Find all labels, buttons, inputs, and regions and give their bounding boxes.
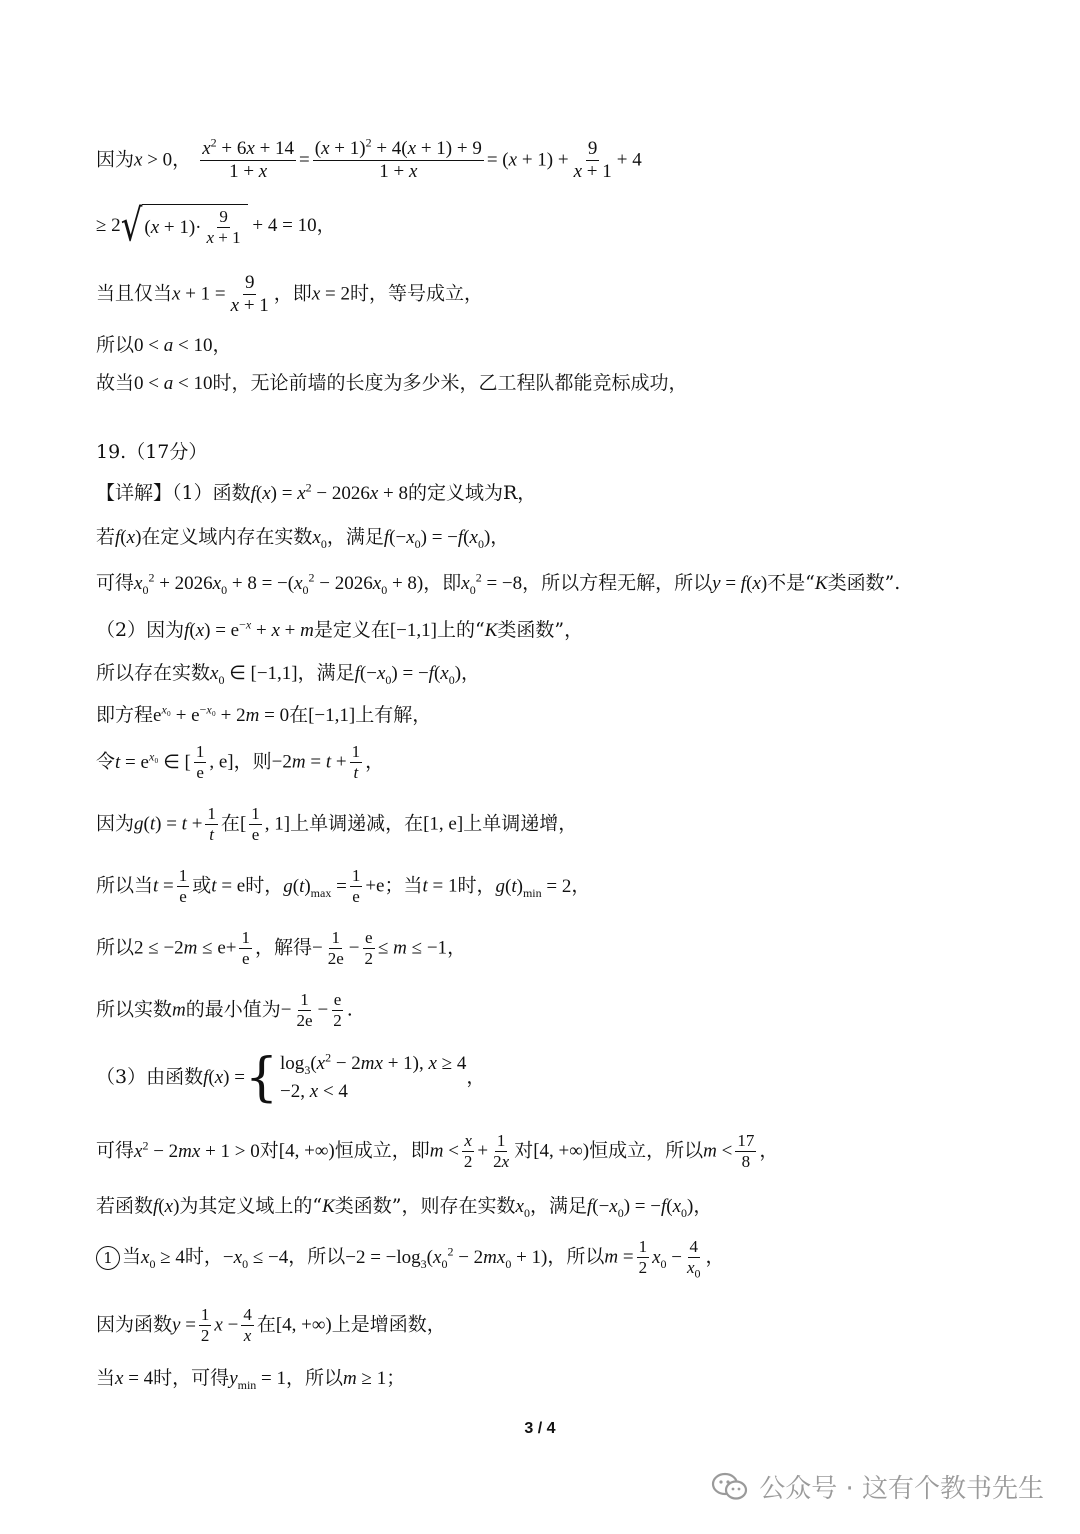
text: 【详解】（1）函数 (96, 482, 251, 504)
text: ，所以 (547, 1245, 605, 1268)
text: ，满足 (326, 526, 384, 548)
text: 即方程 (96, 704, 154, 726)
text: ， (461, 662, 481, 684)
text: 类函数”. (827, 572, 901, 594)
solution-line-5: 所以存在实数$x_0$ ∈ [−1,1]，满足$f(-x_0) = -f(x_0)$， (96, 662, 481, 687)
text: ，即 (273, 282, 312, 305)
text: 时， (245, 874, 284, 897)
text: ， (759, 1139, 779, 1162)
text: 或 (192, 874, 212, 897)
fraction: $\frac{1}{e}$ (178, 866, 188, 906)
solution-line-12: （3）由函数f(x) ={ $\log_3(x^2 - 2mx + 1)$, x ≥ 4 −2, x < 4 ， (96, 1048, 486, 1108)
text: 时，可得 (153, 1367, 230, 1389)
text: 时，等号成立， (349, 282, 483, 305)
text: ， (490, 526, 510, 548)
solution-line-11: 所以实数m的最小值为− $\frac{1}{2e}$ − $\frac{e}{2}$ . (96, 990, 353, 1030)
solution-line-8: 因为g(t) = t + $\frac{1}{t}$ 在[ $\frac{1}{e}$ , 1]上单调递减，在[1, e]上单调递增， (96, 804, 578, 844)
fraction: $\frac{1}{e}$ (195, 742, 205, 782)
fraction: $\frac{e}{2}$ (333, 990, 342, 1030)
text: 19.（17分） (96, 441, 208, 463)
text: 上单调递增， (463, 812, 578, 835)
text: ，即 (423, 572, 462, 594)
text: ， (212, 334, 232, 356)
text: 所以实数 (96, 998, 173, 1021)
watermark (711, 1468, 1044, 1505)
fraction: $\frac{9}{x + 1}$ (230, 272, 269, 316)
text: ，满足 (297, 662, 355, 684)
text: 上的“ (436, 619, 485, 641)
text: 所以当 (96, 874, 154, 897)
text: 当 (122, 1245, 142, 1268)
fraction: $\frac{(x + 1)^2 + 4(x + 1) + 9}{1 + x}$ (314, 135, 482, 182)
text: ，所以方程无解，所以 (522, 572, 713, 594)
fraction: $\frac{x^2 + 6x + 14}{1 + x}$ (202, 135, 295, 182)
text: 的最小值为 (185, 998, 281, 1021)
fraction: $\frac{1}{e}$ (351, 866, 361, 906)
text: 可得 (96, 1139, 135, 1162)
fraction: $\frac{1}{2x}$ (493, 1131, 510, 1171)
derivation-line-3: 当且仅当x + 1 = $\frac{9}{x + 1}$ ，即x = 2时，等号成立， (96, 272, 483, 316)
text: 类函数”，则存在实数 (334, 1195, 516, 1217)
fraction: $\frac{9}{x + 1}$ (573, 138, 612, 182)
text: 在 (256, 1313, 276, 1336)
text: ，所以 (286, 1367, 344, 1389)
text: 在定义域内存在实数 (141, 526, 313, 548)
fraction: $\frac{1}{e}$ (241, 928, 250, 968)
text: ， (571, 874, 591, 897)
text: 不是“ (767, 572, 815, 594)
solution-line-14: 若函数f(x)为其定义域上的“K类函数”，则存在实数$x_0$，满足$f(-x_0) = -f(x_0)$， (96, 1195, 713, 1220)
text: 所以存在实数 (96, 662, 211, 684)
text: ； (386, 1367, 406, 1389)
solution-line-10: 所以2 ≤ −2m ≤ e+ $\frac{1}{e}$ ，解得− $\frac{1}{2e}$ − $\frac{e}{2}$ ≤ m ≤ −1， (96, 928, 467, 968)
text: 上单调递减，在 (290, 812, 424, 835)
text: 类函数”， (497, 619, 584, 641)
page-number: 3 / 4 (524, 1420, 556, 1437)
derivation-line-1: 因为x > 0， $\frac{x^2 + 6x + 14}{1 + x}$ = $\frac{(x + 1)^2 + 4(x + 1) + 9}{1 + x}$ = (x + 1) + $\frac{9}{x + 1}$ + 4 (96, 135, 642, 182)
derivation-line-4: 所以0 < a < 10， (96, 334, 232, 356)
text: 令 (96, 750, 116, 773)
text: ， (365, 750, 385, 773)
fraction: $\frac{4}{x}$ (243, 1305, 252, 1345)
fraction: $\frac{1}{2}$ (200, 1305, 210, 1345)
fraction: $\frac{1}{2}$ (638, 1237, 648, 1277)
fraction: $\frac{1}{2e}$ (296, 990, 313, 1030)
derivation-line-2: ≥ 2 √ (x + 1)· $\frac{9}{x + 1}$ + 4 = 10， (96, 200, 336, 252)
watermark-text: 公众号 · 这有个教书先生 (759, 1474, 1044, 1504)
fraction: $\frac{17}{8}$ (737, 1131, 755, 1171)
solution-line-13: 可得$x^2 - 2mx + 1 > 0$对[4, +∞)恒成立，即m < $\frac{x}{2}$ + $\frac{1}{2x}$ 对[4, +∞)恒成立，所以m < $\frac{17}{8}$ ， (96, 1131, 779, 1171)
wechat-icon (711, 1471, 749, 1503)
text: （3）由函数 (96, 1066, 204, 1088)
text: ， (705, 1245, 725, 1268)
piecewise-cases: $\log_3(x^2 - 2mx + 1)$, x ≥ 4 −2, x < 4 (280, 1050, 467, 1102)
derivation-line-5: 故当0 < a < 10时，无论前墙的长度为多少米，乙工程队都能竞标成功， (96, 372, 688, 394)
circled-number: 1 (96, 1246, 120, 1270)
text: ；当 (384, 874, 423, 897)
solution-line-6: 即方程$e^{x_0} + e^{-x_0} + 2m = 0$在[−1,1]上有解， (96, 702, 432, 726)
text: 恒成立，即 (334, 1139, 430, 1162)
text: ， (316, 214, 336, 236)
fraction: $\frac{1}{t}$ (351, 742, 361, 782)
text: 当 (96, 1367, 116, 1389)
solution-line-15: 1 当$x_0 \ge 4$时，$-x_0 \le -4$，所以$-2 = -\log_3(x_0^2 - 2mx_0 + 1)$，所以m = $\frac{1}{2}$ $x_0$ − $\frac{4}{x_0}$ ， (96, 1237, 1020, 1278)
text: 故当 (96, 372, 135, 394)
text: 时， (457, 874, 496, 897)
text: 所以 (96, 936, 135, 959)
solution-line-16: 因为函数y = $\frac{1}{2}$ x − $\frac{4}{x}$ 在[4, +∞)上是增函数， (96, 1305, 446, 1345)
text: . (346, 998, 353, 1021)
text: 对 (259, 1139, 279, 1162)
solution-line-1: 【详解】（1）函数$f(x) = x^2 - 2026x + 8$的定义域为R， (96, 480, 537, 504)
text: 因为函数 (96, 1313, 173, 1336)
text: 对 (514, 1139, 534, 1162)
text: ， (172, 148, 192, 171)
text: ， (693, 1195, 713, 1217)
text: 因为 (96, 148, 135, 171)
square-root: √ (x + 1)· $\frac{9}{x + 1}$ (121, 204, 248, 248)
text: ，所以 (288, 1245, 346, 1268)
text: 上是增函数， (331, 1313, 446, 1336)
text: 当且仅当 (96, 282, 173, 305)
text: （2）因为 (96, 619, 185, 641)
text: 因为 (96, 812, 135, 835)
fraction: $\frac{4}{x_0}$ (686, 1237, 701, 1281)
fraction: $\frac{x}{2}$ (463, 1131, 473, 1171)
text: 在 (220, 812, 240, 835)
solution-line-4: （2）因为$f(x) = e^{-x} + x + m$是定义在[−1,1]上的“K类函数”， (96, 617, 584, 641)
text: 若 (96, 526, 116, 548)
solution-line-17: 当x = 4时，可得$y_{min} = 1$，所以m ≥ 1； (96, 1367, 406, 1392)
text: 所以 (96, 334, 135, 356)
text: 的定义域为R， (408, 482, 537, 504)
text: 若函数 (96, 1195, 154, 1217)
text: 为其定义域上的“ (179, 1195, 323, 1217)
text: 恒成立，所以 (589, 1139, 704, 1162)
text: ， (447, 936, 467, 959)
question-heading (96, 440, 1020, 464)
text: 在 (289, 704, 309, 726)
fraction: $\frac{1}{e}$ (251, 804, 260, 844)
text: 是定义在 (313, 619, 390, 641)
fraction: $\frac{1}{2e}$ (327, 928, 344, 968)
fraction: $\frac{1}{t}$ (207, 804, 216, 844)
text: ，解得 (254, 936, 312, 959)
solution-line-7: 令$t = e^{x_0}$ ∈ [ $\frac{1}{e}$ , e]，则−2m = t + $\frac{1}{t}$ ， (96, 742, 385, 782)
text: 可得 (96, 572, 135, 594)
solution-line-2: 若f(x)在定义域内存在实数$x_0$，满足$f(-x_0) = -f(x_0)$， (96, 526, 510, 551)
text: ， (466, 1066, 486, 1088)
text: 时，无论前墙的长度为多少米，乙工程队都能竞标成功， (212, 372, 688, 394)
text: ，满足 (529, 1195, 587, 1217)
text: 上有解， (355, 704, 432, 726)
text: 时， (184, 1245, 223, 1268)
solution-line-3: 可得$x_0^2 + 2026x_0 + 8 = -(x_0^2 - 2026x_0 + 8)$，即$x_0^2 = -8$，所以方程无解，所以y = f(x)不是“K类函数”. (96, 570, 901, 597)
text: ，则 (233, 750, 272, 773)
fraction: $\frac{e}{2}$ (364, 928, 373, 968)
solution-line-9: 所以当t = $\frac{1}{e}$ 或t = e时，$g(t)_{max}$ = $\frac{1}{e}$ +e；当t = 1时，$g(t)_{min} = 2$， (96, 866, 591, 906)
